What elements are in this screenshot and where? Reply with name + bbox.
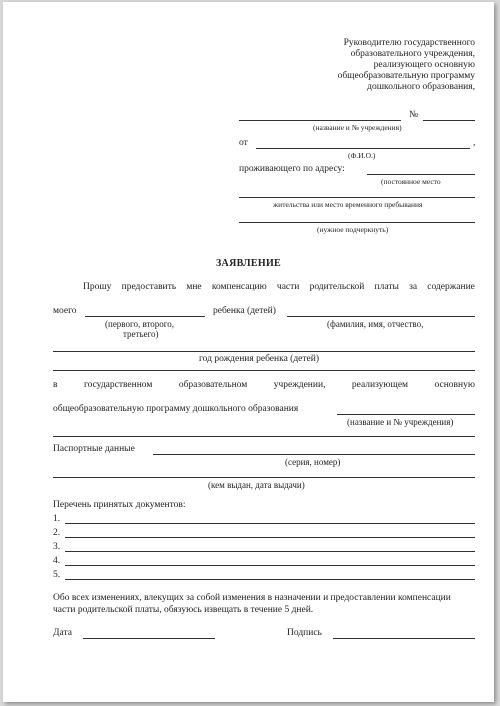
institution-caption-2: (название и № учреждения) (347, 417, 454, 427)
signature-line[interactable] (333, 638, 475, 639)
request-line (83, 282, 475, 292)
document-line[interactable] (65, 551, 475, 552)
number-sign: № (409, 110, 419, 120)
institution-extra-line[interactable] (53, 436, 475, 437)
document-line[interactable] (65, 579, 475, 580)
document-number: 1. (53, 514, 61, 524)
document-line[interactable] (65, 565, 475, 566)
from-comma: , (473, 138, 476, 148)
obligation-line-2: части родительской платы, обязуюсь извещать в течение 5 дней. (53, 605, 314, 615)
institution-word: реализующем (351, 380, 409, 390)
child-name-caption: (фамилия, имя, отчество, (327, 319, 424, 329)
fio-line[interactable] (256, 148, 470, 149)
signature-label: Подпись (287, 628, 322, 638)
documents-label: Перечень принятых документов: (53, 500, 186, 510)
residence-caption-2: жительства или место временного пребывания (273, 200, 423, 209)
institution-word: государственном (83, 380, 153, 390)
addressee-line: общеобразовательную программу (337, 71, 475, 81)
child-order-line[interactable] (85, 316, 205, 317)
date-line[interactable] (83, 638, 215, 639)
request-word: Прошу (83, 282, 112, 292)
from-label: от (239, 138, 248, 148)
request-word: мне (186, 282, 202, 292)
institution-word: образовательном (178, 380, 248, 390)
passport-issued-line[interactable] (53, 477, 475, 478)
address-label: проживающего по адресу: (239, 164, 345, 174)
passport-series-line[interactable] (153, 454, 475, 455)
document-title: ЗАЯВЛЕНИЕ (215, 258, 282, 269)
document-number: 5. (53, 570, 61, 580)
document-number: 4. (53, 556, 61, 566)
institution-name-line-2[interactable] (337, 414, 475, 415)
addressee-line: реализующего основную (373, 60, 475, 70)
child-name-line[interactable] (287, 316, 475, 317)
address-line-2[interactable] (239, 197, 475, 198)
obligation-line-1: Обо всех изменениях, влекущих за собой изменения в назначении и предоставлении компенсации (53, 593, 451, 603)
request-word: родительской (309, 282, 365, 292)
birth-year-caption: год рождения ребенка (детей) (199, 354, 320, 364)
request-word: компенсацию (211, 282, 267, 292)
addressee-line: дошкольного образования, (367, 82, 475, 92)
series-caption: (серия, номер) (285, 457, 341, 467)
program-text: общеобразовательную программу дошкольного образования (53, 404, 299, 414)
institution-caption: (название и № учреждения) (313, 123, 402, 132)
order-caption-2: третьего) (123, 329, 159, 339)
request-word: за (409, 282, 418, 292)
institution-name-line[interactable] (239, 120, 401, 121)
address-line-3[interactable] (239, 222, 475, 223)
request-word: платы (374, 282, 399, 292)
request-word: предоставить (121, 282, 177, 292)
underline-caption: (нужное подчеркнуть) (317, 225, 389, 234)
my-label: моего (53, 306, 77, 316)
institution-sentence (53, 380, 475, 390)
document-line[interactable] (65, 537, 475, 538)
birth-year-line[interactable] (53, 351, 475, 352)
document-number: 3. (53, 542, 61, 552)
request-word: содержание (427, 282, 475, 292)
issued-caption: (кем выдан, дата выдачи) (208, 480, 305, 490)
address-line-1[interactable] (367, 174, 475, 175)
document-line[interactable] (65, 523, 475, 524)
institution-word: в (53, 380, 58, 390)
institution-number-line[interactable] (423, 120, 475, 121)
addressee-line: образовательного учреждения, (350, 49, 475, 59)
request-word: части (276, 282, 300, 292)
document-number: 2. (53, 528, 61, 538)
document-page (3, 2, 494, 702)
birth-year-line-2[interactable] (53, 370, 475, 371)
addressee-line: Руководителю государственного (343, 38, 475, 48)
date-label: Дата (53, 628, 72, 638)
residence-caption: (постоянное место (381, 177, 441, 186)
order-caption-1: (первого, второго, (105, 319, 175, 329)
passport-label: Паспортные данные (53, 444, 135, 454)
child-label: ребенка (детей) (213, 306, 276, 316)
institution-word: учреждении, (273, 380, 326, 390)
fio-caption: (Ф.И.О.) (348, 151, 376, 160)
institution-word: основную (434, 380, 475, 390)
addressee-block (338, 38, 475, 93)
